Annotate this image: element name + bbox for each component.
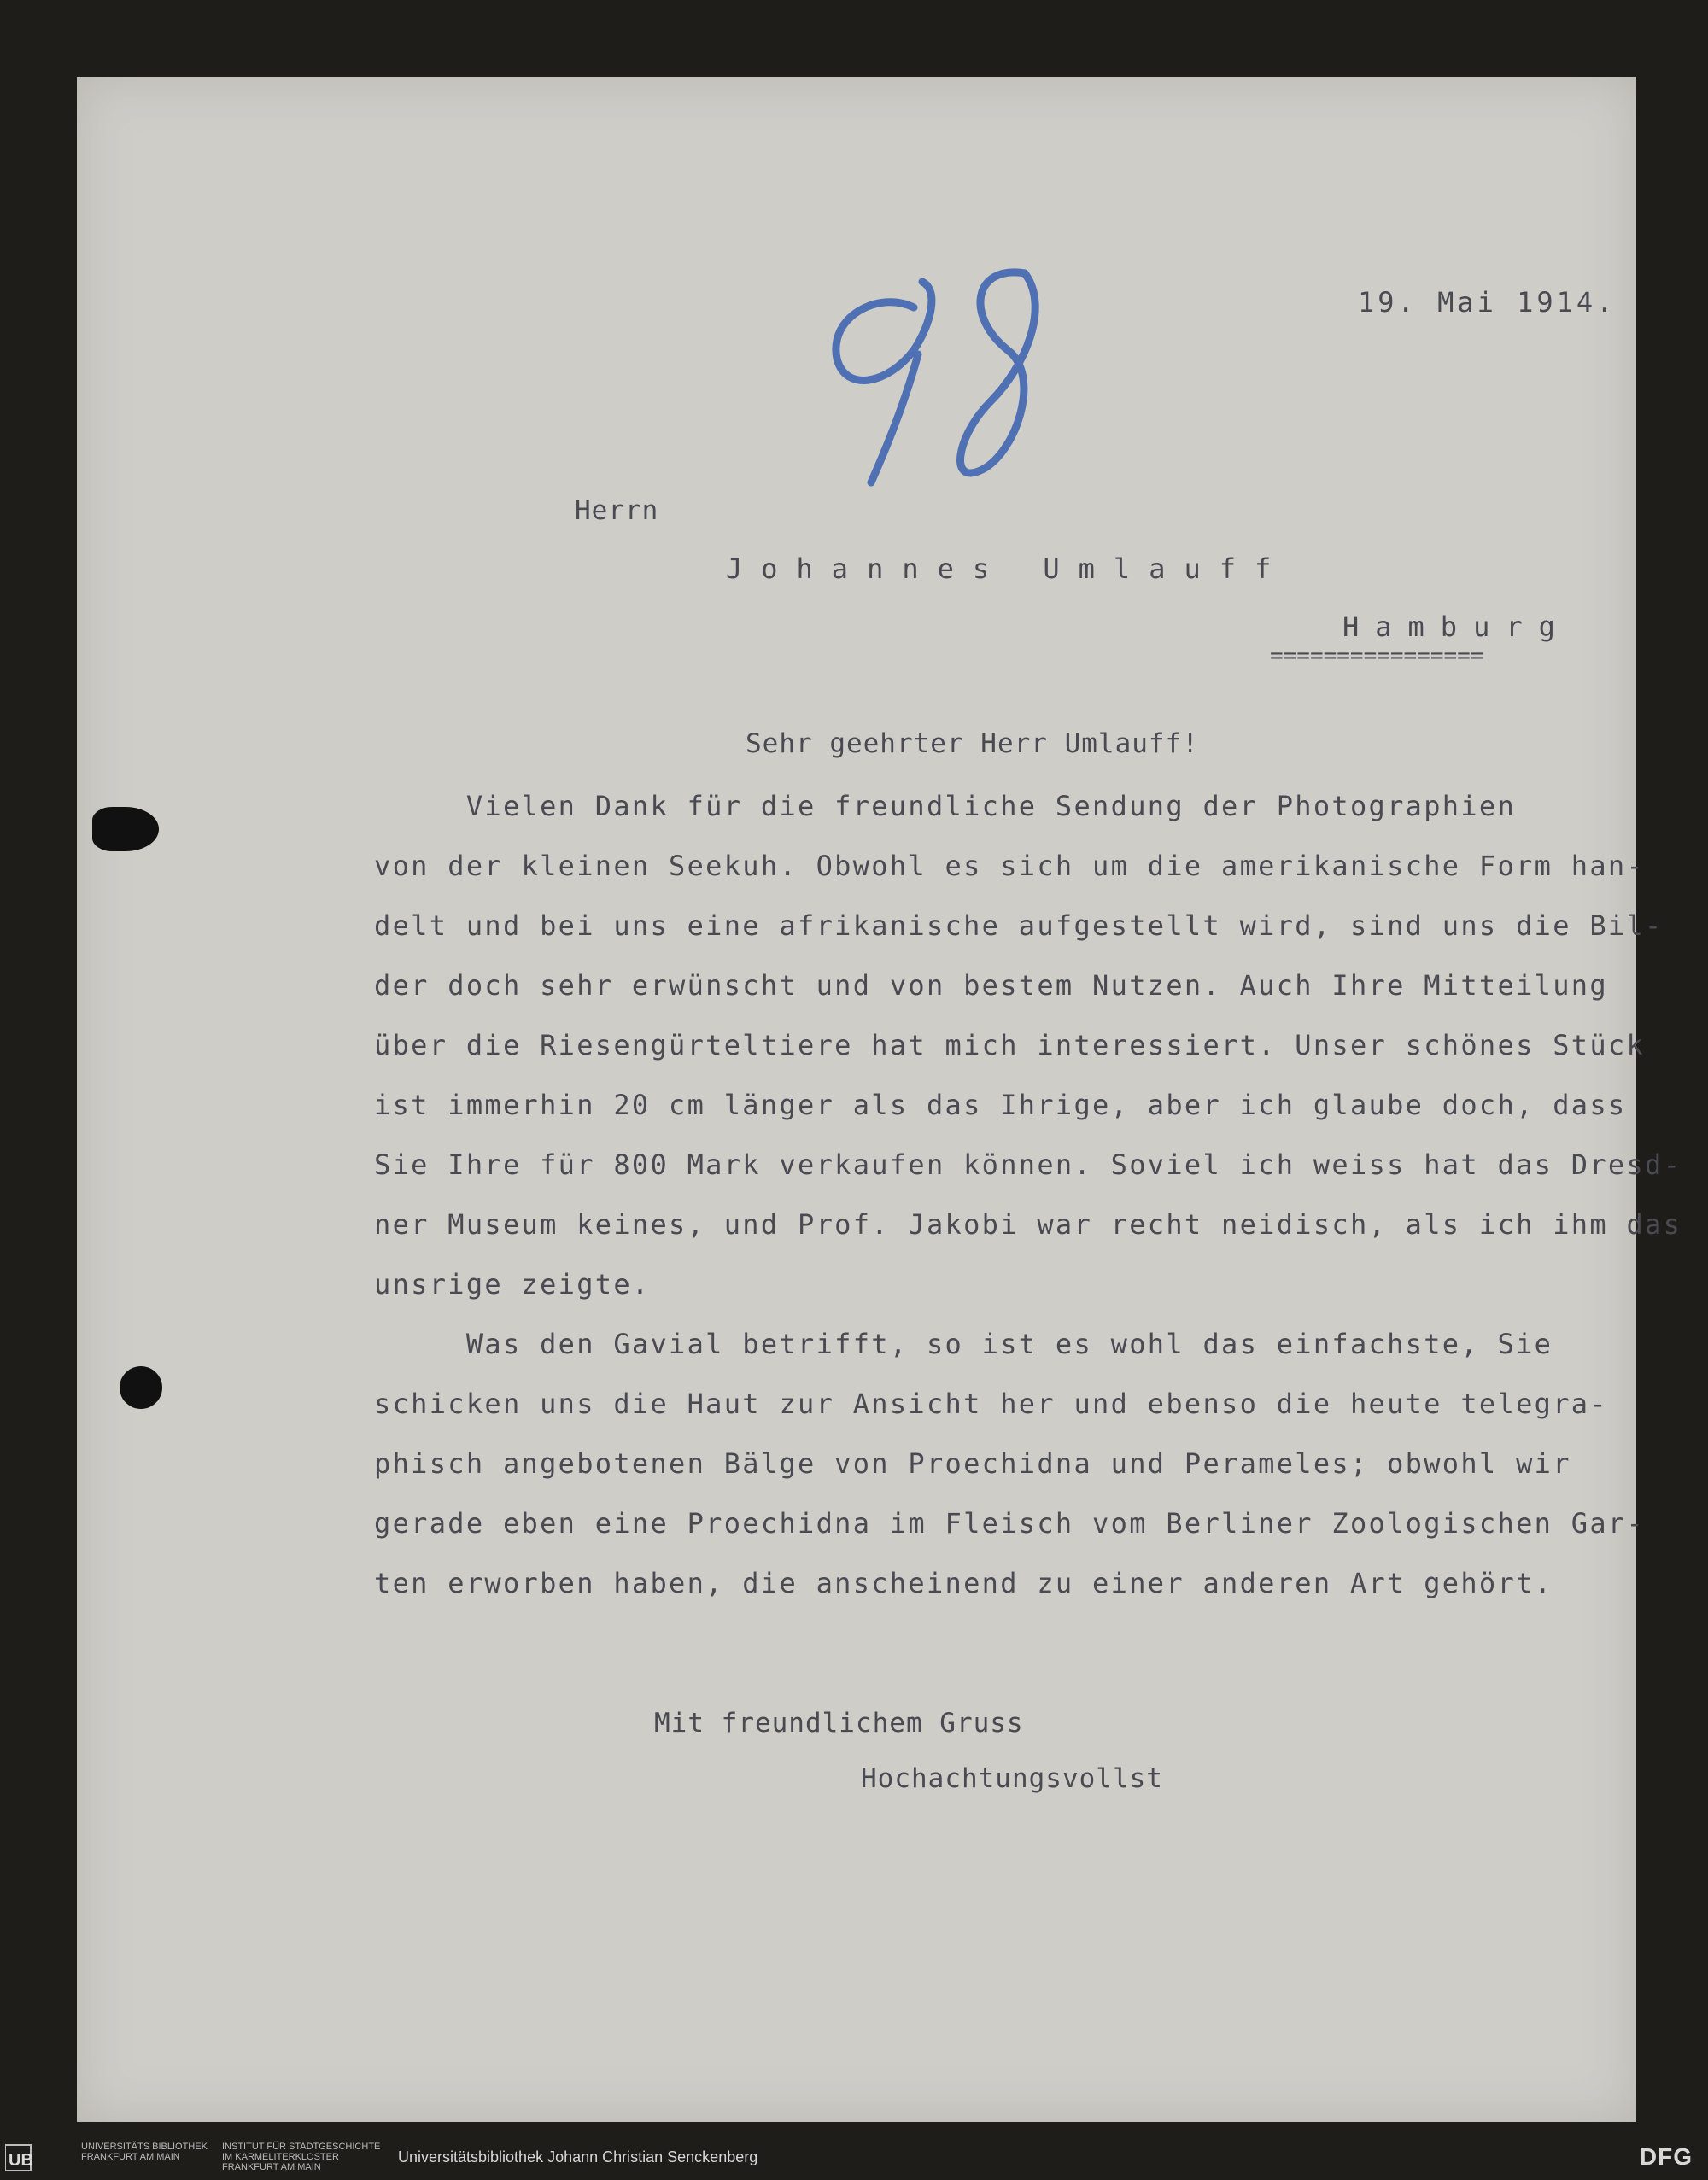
body-line: über die Riesengürteltiere hat mich interessiert. Unser schönes Stück (374, 1029, 1646, 1061)
body-line: Was den Gavial betrifft, so ist es wohl das einfachste, Sie (374, 1328, 1553, 1360)
body-line: unsrige zeigte. (374, 1268, 651, 1300)
punch-hole-top (92, 807, 159, 851)
body-line: gerade eben eine Proechidna im Fleisch vom Berliner Zoologischen Gar- (374, 1507, 1646, 1540)
ub-logo-text: UNIVERSITÄTS BIBLIOTHEK FRANKFURT AM MAIN (81, 2142, 208, 2162)
closing-formula: Hochachtungsvollst (861, 1763, 1163, 1794)
isg-logo-text: INSTITUT FÜR STADTGESCHICHTE IM KARMELITERKLOSTER FRANKFURT AM MAIN (222, 2142, 381, 2172)
closing-greeting: Mit freundlichem Gruss (654, 1708, 1024, 1739)
institution-name: Universitätsbibliothek Johann Christian Senckenberg (398, 2148, 758, 2165)
punch-hole-bottom (120, 1366, 162, 1409)
body-line: delt und bei uns eine afrikanische aufgestellt wird, sind uns die Bil- (374, 909, 1664, 942)
footer-bar (0, 2135, 1708, 2180)
letter-page (77, 77, 1682, 2122)
svg-text:UB: UB (9, 2151, 33, 2170)
body-line: Vielen Dank für die freundliche Sendung der Photographien (374, 790, 1517, 822)
recipient-salutation: Herrn (575, 495, 659, 526)
body-line: phisch angebotenen Bälge von Proechidna und Perameles; obwohl wir (374, 1447, 1571, 1480)
recipient-name: Johannes Umlauff (726, 552, 1290, 585)
body-line: der doch sehr erwünscht und von bestem Nutzen. Auch Ihre Mitteilung (374, 969, 1608, 1002)
city-underline: ================ (1270, 643, 1484, 669)
recipient-city: Hamburg (1342, 611, 1571, 643)
body-line: ner Museum keines, und Prof. Jakobi war recht neidisch, als ich ihm das (374, 1208, 1682, 1241)
greeting: Sehr geehrter Herr Umlauff! (746, 728, 1199, 759)
body-line: Sie Ihre für 800 Mark verkaufen können. Soviel ich weiss hat das Dresd- (374, 1148, 1682, 1181)
archive-number-pencil-mark (811, 256, 1085, 495)
ub-logo-icon (5, 2143, 73, 2172)
dfg-logo: DFG (1639, 2143, 1693, 2170)
letter-date: 19. Mai 1914. (1358, 286, 1617, 319)
body-line: von der kleinen Seekuh. Obwohl es sich um die amerikanische Form han- (374, 850, 1646, 882)
body-line: ist immerhin 20 cm länger als das Ihrige, aber ich glaube doch, dass (374, 1089, 1627, 1121)
body-line: schicken uns die Haut zur Ansicht her und ebenso die heute telegra- (374, 1388, 1608, 1420)
body-line: ten erworben haben, die anscheinend zu einer anderen Art gehört. (374, 1567, 1553, 1599)
